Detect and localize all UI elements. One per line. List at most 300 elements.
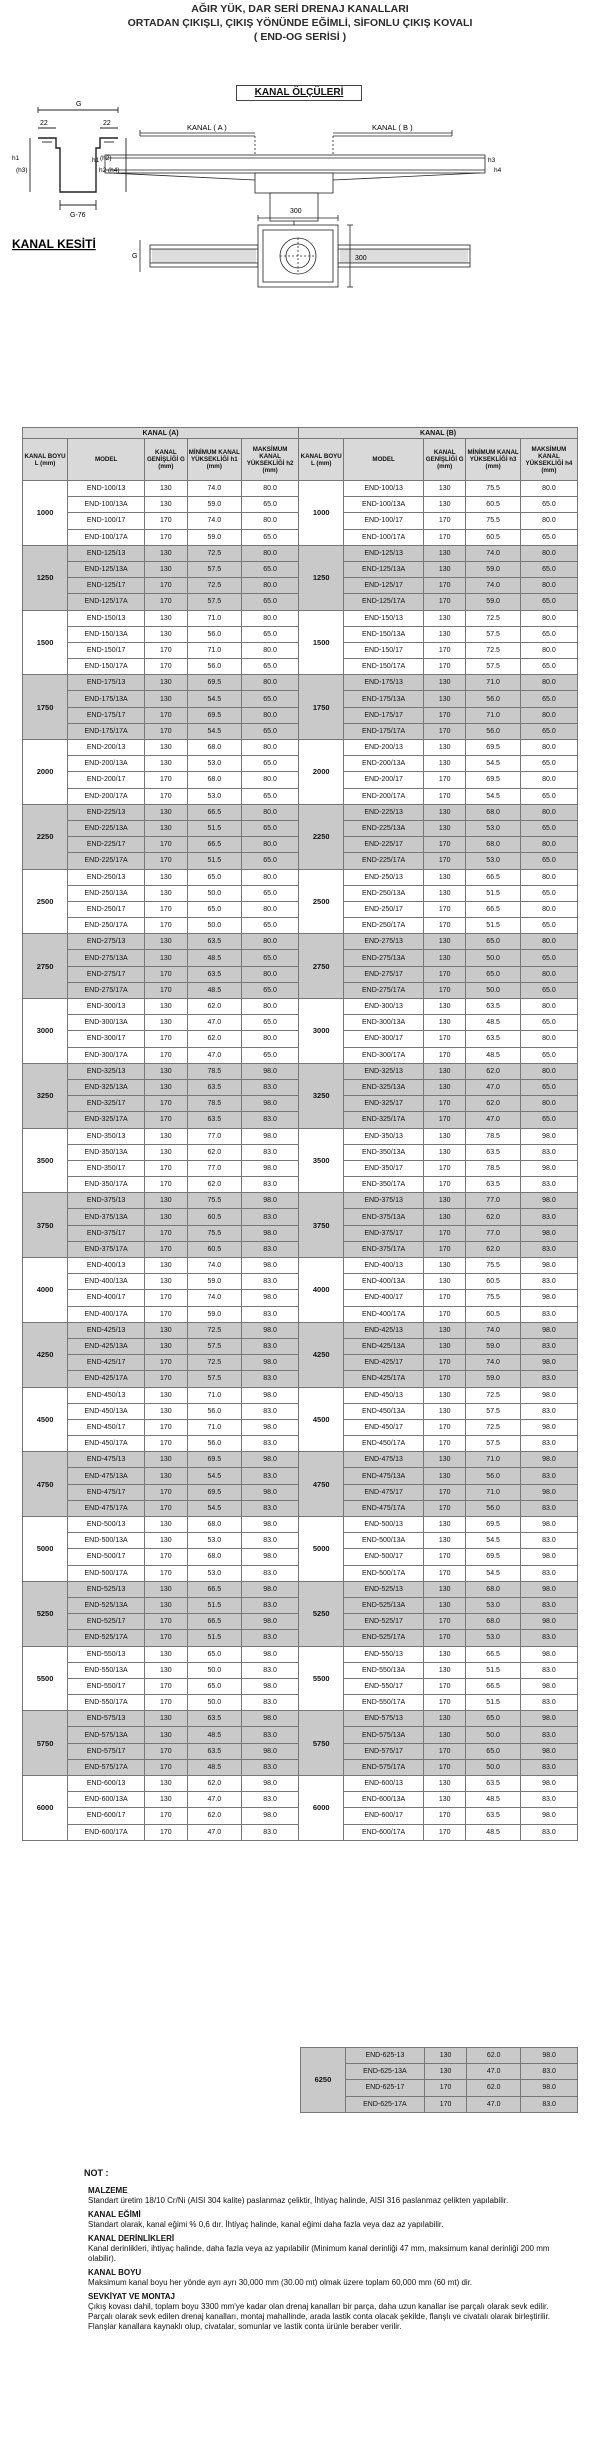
width-cell-b: 130 xyxy=(423,756,465,772)
max-height-cell-b: 98.0 xyxy=(520,1160,577,1176)
model-cell-a: END-525/17A xyxy=(68,1630,145,1646)
width-cell-a: 170 xyxy=(145,982,187,998)
min-height-cell-a: 77.0 xyxy=(187,1128,241,1144)
model-cell-a: END-200/17A xyxy=(68,788,145,804)
width-cell-b: 170 xyxy=(423,659,465,675)
model-cell-b: END-625-17A xyxy=(345,2096,424,2112)
model-cell-a: END-350/17A xyxy=(68,1177,145,1193)
max-height-cell-a: 83.0 xyxy=(242,1306,299,1322)
model-cell-b: END-225/13 xyxy=(344,804,424,820)
max-height-cell-a: 80.0 xyxy=(242,804,299,820)
model-cell-b: END-500/17 xyxy=(344,1549,424,1565)
max-height-cell-a: 65.0 xyxy=(242,561,299,577)
width-cell-b: 170 xyxy=(423,578,465,594)
width-cell-a: 130 xyxy=(145,1468,187,1484)
width-cell-b: 170 xyxy=(423,788,465,804)
width-cell-b: 170 xyxy=(423,1225,465,1241)
model-cell-b: END-450/17A xyxy=(344,1436,424,1452)
max-height-cell-b: 65.0 xyxy=(520,497,577,513)
width-cell-a: 130 xyxy=(145,1079,187,1095)
max-height-cell-a: 98.0 xyxy=(242,1452,299,1468)
min-height-cell-a: 48.5 xyxy=(187,1759,241,1775)
width-cell-a: 130 xyxy=(145,1662,187,1678)
min-height-cell-a: 72.5 xyxy=(187,1355,241,1371)
max-height-cell-b: 80.0 xyxy=(520,772,577,788)
max-height-cell-b: 80.0 xyxy=(520,934,577,950)
model-cell-a: END-350/13 xyxy=(68,1128,145,1144)
min-height-cell-a: 72.5 xyxy=(187,1322,241,1338)
length-cell-a: 4500 xyxy=(23,1387,68,1452)
title-line-3: ( END-OG SERİSİ ) xyxy=(253,31,347,43)
max-height-cell-b: 65.0 xyxy=(520,626,577,642)
model-cell-a: END-250/17 xyxy=(68,901,145,917)
max-height-cell-b: 98.0 xyxy=(520,1776,577,1792)
length-cell-a: 3250 xyxy=(23,1063,68,1128)
label-h3-side: h3 xyxy=(488,157,496,164)
max-height-cell-a: 98.0 xyxy=(242,1193,299,1209)
table-row xyxy=(23,610,578,626)
width-cell-b: 170 xyxy=(423,1047,465,1063)
width-cell-b: 130 xyxy=(423,1776,465,1792)
model-cell-b: END-125/13 xyxy=(344,545,424,561)
model-cell-b: END-150/17 xyxy=(344,642,424,658)
width-cell-b: 170 xyxy=(423,513,465,529)
model-cell-b: END-400/13A xyxy=(344,1274,424,1290)
min-height-cell-a: 69.5 xyxy=(187,707,241,723)
width-cell-b: 170 xyxy=(423,1177,465,1193)
width-cell-b: 130 xyxy=(423,497,465,513)
model-cell-a: END-575/17A xyxy=(68,1759,145,1775)
model-cell-a: END-375/17 xyxy=(68,1225,145,1241)
width-cell-a: 130 xyxy=(145,1258,187,1274)
technical-drawing xyxy=(0,100,600,410)
max-height-cell-b: 83.0 xyxy=(521,2064,578,2080)
model-cell-a: END-500/17A xyxy=(68,1565,145,1581)
max-height-cell-b: 80.0 xyxy=(520,804,577,820)
min-height-cell-b: 69.5 xyxy=(466,772,520,788)
note-heading: SEVKİYAT VE MONTAJ xyxy=(88,2292,175,2301)
width-cell-b: 170 xyxy=(423,594,465,610)
model-cell-b: END-175/13 xyxy=(344,675,424,691)
min-height-cell-b: 74.0 xyxy=(466,1355,520,1371)
model-cell-b: END-425/17A xyxy=(344,1371,424,1387)
length-cell-b: 1500 xyxy=(299,610,344,675)
model-cell-b: END-625-13 xyxy=(345,2048,424,2064)
width-cell-b: 130 xyxy=(423,1015,465,1031)
min-height-cell-a: 71.0 xyxy=(187,1419,241,1435)
width-cell-b: 170 xyxy=(423,1630,465,1646)
width-cell-b: 130 xyxy=(423,1533,465,1549)
width-cell-a: 170 xyxy=(145,1306,187,1322)
width-cell-b: 130 xyxy=(423,561,465,577)
model-cell-a: END-450/17A xyxy=(68,1436,145,1452)
max-height-cell-b: 98.0 xyxy=(521,2080,578,2096)
min-height-cell-b: 48.5 xyxy=(466,1047,520,1063)
width-cell-b: 170 xyxy=(423,1241,465,1257)
model-cell-a: END-450/17 xyxy=(68,1419,145,1435)
header-width-a: KANAL GENİŞLİĞİ G (mm) xyxy=(145,439,187,481)
model-cell-b: END-350/13 xyxy=(344,1128,424,1144)
width-cell-a: 130 xyxy=(145,1015,187,1031)
model-cell-b: END-225/17 xyxy=(344,837,424,853)
width-cell-b: 170 xyxy=(423,1031,465,1047)
model-cell-a: END-350/17 xyxy=(68,1160,145,1176)
min-height-cell-b: 66.5 xyxy=(466,1646,520,1662)
width-cell-b: 130 xyxy=(423,545,465,561)
max-height-cell-a: 65.0 xyxy=(242,950,299,966)
max-height-cell-a: 98.0 xyxy=(242,1063,299,1079)
width-cell-a: 130 xyxy=(145,869,187,885)
document-title xyxy=(0,0,600,44)
min-height-cell-b: 56.0 xyxy=(466,1468,520,1484)
min-height-cell-b: 75.5 xyxy=(466,1290,520,1306)
model-cell-b: END-375/17A xyxy=(344,1241,424,1257)
model-cell-a: END-475/17A xyxy=(68,1500,145,1516)
table-row xyxy=(23,1776,578,1792)
model-cell-a: END-150/13 xyxy=(68,610,145,626)
min-height-cell-a: 47.0 xyxy=(187,1824,241,1840)
length-cell-b: 6000 xyxy=(299,1776,344,1841)
model-cell-a: END-225/13A xyxy=(68,820,145,836)
model-cell-a: END-250/13A xyxy=(68,885,145,901)
width-cell-a: 130 xyxy=(145,1322,187,1338)
min-height-cell-b: 62.0 xyxy=(466,1209,520,1225)
model-cell-b: END-475/17 xyxy=(344,1484,424,1500)
min-height-cell-a: 68.0 xyxy=(187,1549,241,1565)
model-cell-b: END-325/13 xyxy=(344,1063,424,1079)
length-cell-b: 2000 xyxy=(299,740,344,805)
model-cell-b: END-250/13A xyxy=(344,885,424,901)
max-height-cell-b: 83.0 xyxy=(520,1792,577,1808)
model-cell-a: END-125/17 xyxy=(68,578,145,594)
max-height-cell-a: 83.0 xyxy=(242,1144,299,1160)
min-height-cell-a: 62.0 xyxy=(187,1808,241,1824)
min-height-cell-b: 69.5 xyxy=(466,1549,520,1565)
max-height-cell-b: 98.0 xyxy=(520,1743,577,1759)
length-cell-b: 5750 xyxy=(299,1711,344,1776)
min-height-cell-a: 59.0 xyxy=(187,529,241,545)
max-height-cell-a: 80.0 xyxy=(242,869,299,885)
model-cell-a: END-575/13 xyxy=(68,1711,145,1727)
min-height-cell-b: 75.5 xyxy=(466,1258,520,1274)
max-height-cell-b: 80.0 xyxy=(520,610,577,626)
max-height-cell-a: 98.0 xyxy=(242,1484,299,1500)
max-height-cell-a: 98.0 xyxy=(242,1711,299,1727)
width-cell-a: 170 xyxy=(145,578,187,594)
min-height-cell-a: 68.0 xyxy=(187,740,241,756)
model-cell-b: END-225/13A xyxy=(344,820,424,836)
max-height-cell-a: 98.0 xyxy=(242,1355,299,1371)
min-height-cell-b: 47.0 xyxy=(466,1079,520,1095)
min-height-cell-b: 71.0 xyxy=(466,1452,520,1468)
model-cell-a: END-325/17A xyxy=(68,1112,145,1128)
model-cell-b: END-425/13 xyxy=(344,1322,424,1338)
min-height-cell-a: 59.0 xyxy=(187,1274,241,1290)
max-height-cell-b: 83.0 xyxy=(520,1597,577,1613)
width-cell-a: 170 xyxy=(145,1177,187,1193)
min-height-cell-a: 65.0 xyxy=(187,901,241,917)
model-cell-a: END-300/13A xyxy=(68,1015,145,1031)
model-cell-b: END-300/13A xyxy=(344,1015,424,1031)
max-height-cell-a: 83.0 xyxy=(242,1338,299,1354)
header-model-a: MODEL xyxy=(68,439,145,481)
model-cell-a: END-425/13 xyxy=(68,1322,145,1338)
min-height-cell-a: 50.0 xyxy=(187,918,241,934)
width-cell-b: 130 xyxy=(423,869,465,885)
width-cell-a: 170 xyxy=(145,1824,187,1840)
max-height-cell-b: 65.0 xyxy=(520,788,577,804)
header-length-a: KANAL BOYU L (mm) xyxy=(23,439,68,481)
width-cell-a: 130 xyxy=(145,1792,187,1808)
width-cell-a: 130 xyxy=(145,1193,187,1209)
max-height-cell-b: 65.0 xyxy=(520,982,577,998)
max-height-cell-a: 98.0 xyxy=(242,1225,299,1241)
width-cell-a: 170 xyxy=(145,772,187,788)
header-max-a: MAKSİMUM KANAL YÜKSEKLİĞİ h2 (mm) xyxy=(242,439,299,481)
max-height-cell-a: 80.0 xyxy=(242,934,299,950)
model-cell-b: END-450/13 xyxy=(344,1387,424,1403)
min-height-cell-a: 75.5 xyxy=(187,1193,241,1209)
min-height-cell-a: 51.5 xyxy=(187,1630,241,1646)
max-height-cell-a: 80.0 xyxy=(242,966,299,982)
max-height-cell-b: 98.0 xyxy=(520,1419,577,1435)
min-height-cell-a: 51.5 xyxy=(187,1597,241,1613)
width-cell-a: 170 xyxy=(145,1614,187,1630)
width-cell-a: 170 xyxy=(145,788,187,804)
length-cell-b: 5250 xyxy=(299,1581,344,1646)
width-cell-a: 170 xyxy=(145,1565,187,1581)
width-cell-b: 170 xyxy=(423,1436,465,1452)
width-cell-b: 130 xyxy=(423,1193,465,1209)
width-cell-a: 170 xyxy=(145,513,187,529)
width-cell-a: 170 xyxy=(145,1808,187,1824)
model-cell-b: END-500/13A xyxy=(344,1533,424,1549)
model-cell-b: END-550/17A xyxy=(344,1695,424,1711)
model-cell-b: END-325/17A xyxy=(344,1112,424,1128)
min-height-cell-b: 78.5 xyxy=(466,1128,520,1144)
width-cell-b: 170 xyxy=(423,1500,465,1516)
max-height-cell-a: 98.0 xyxy=(242,1678,299,1694)
model-cell-b: END-300/13 xyxy=(344,999,424,1015)
table-row xyxy=(23,934,578,950)
width-cell-a: 130 xyxy=(145,950,187,966)
width-cell-b: 130 xyxy=(423,1274,465,1290)
model-cell-b: END-625-17 xyxy=(345,2080,424,2096)
max-height-cell-b: 80.0 xyxy=(520,481,577,497)
min-height-cell-a: 65.0 xyxy=(187,1646,241,1662)
max-height-cell-b: 83.0 xyxy=(520,1241,577,1257)
label-dim-300-side: 300 xyxy=(355,255,367,262)
min-height-cell-b: 69.5 xyxy=(466,1517,520,1533)
max-height-cell-b: 80.0 xyxy=(520,1031,577,1047)
max-height-cell-a: 80.0 xyxy=(242,999,299,1015)
spec-table xyxy=(22,427,578,1841)
min-height-cell-a: 63.5 xyxy=(187,966,241,982)
model-cell-a: END-500/17 xyxy=(68,1549,145,1565)
length-cell-b: 3750 xyxy=(299,1193,344,1258)
width-cell-b: 130 xyxy=(423,1403,465,1419)
width-cell-a: 170 xyxy=(145,1484,187,1500)
label-h2-side: h2 xyxy=(99,167,107,174)
min-height-cell-a: 63.5 xyxy=(187,1079,241,1095)
width-cell-b: 130 xyxy=(423,1597,465,1613)
width-cell-a: 130 xyxy=(145,1209,187,1225)
width-cell-a: 170 xyxy=(145,1096,187,1112)
model-cell-a: END-475/13 xyxy=(68,1452,145,1468)
min-height-cell-a: 56.0 xyxy=(187,626,241,642)
model-cell-b: END-100/13 xyxy=(344,481,424,497)
min-height-cell-a: 69.5 xyxy=(187,675,241,691)
length-cell-a: 6000 xyxy=(23,1776,68,1841)
model-cell-a: END-600/17 xyxy=(68,1808,145,1824)
model-cell-a: END-250/13 xyxy=(68,869,145,885)
max-height-cell-b: 80.0 xyxy=(520,675,577,691)
min-height-cell-b: 69.5 xyxy=(466,740,520,756)
min-height-cell-a: 66.5 xyxy=(187,1614,241,1630)
width-cell-b: 170 xyxy=(423,901,465,917)
min-height-cell-a: 72.5 xyxy=(187,578,241,594)
max-height-cell-b: 80.0 xyxy=(520,513,577,529)
min-height-cell-a: 66.5 xyxy=(187,804,241,820)
max-height-cell-a: 65.0 xyxy=(242,1015,299,1031)
model-cell-b: END-250/17 xyxy=(344,901,424,917)
min-height-cell-a: 53.0 xyxy=(187,1565,241,1581)
min-height-cell-a: 60.5 xyxy=(187,1209,241,1225)
table-row xyxy=(23,1646,578,1662)
width-cell-a: 170 xyxy=(145,1031,187,1047)
min-height-cell-a: 56.0 xyxy=(187,1436,241,1452)
length-cell-a: 1000 xyxy=(23,481,68,546)
length-cell-b: 4250 xyxy=(299,1322,344,1387)
model-cell-b: END-400/13 xyxy=(344,1258,424,1274)
length-cell-a: 5500 xyxy=(23,1646,68,1711)
min-height-cell-b: 53.0 xyxy=(466,853,520,869)
table-row xyxy=(23,1517,578,1533)
max-height-cell-b: 83.0 xyxy=(520,1436,577,1452)
width-cell-a: 170 xyxy=(145,594,187,610)
min-height-cell-b: 63.5 xyxy=(466,1144,520,1160)
min-height-cell-b: 72.5 xyxy=(466,610,520,626)
model-cell-b: END-450/13A xyxy=(344,1403,424,1419)
model-cell-b: END-450/17 xyxy=(344,1419,424,1435)
width-cell-b: 170 xyxy=(424,2096,466,2112)
max-height-cell-b: 80.0 xyxy=(520,642,577,658)
max-height-cell-a: 65.0 xyxy=(242,788,299,804)
width-cell-b: 130 xyxy=(423,610,465,626)
max-height-cell-a: 65.0 xyxy=(242,691,299,707)
max-height-cell-a: 98.0 xyxy=(242,1258,299,1274)
width-cell-a: 130 xyxy=(145,481,187,497)
note-text: Standart olarak, kanal eğimi % 0,6 dır. İhtiyaç halinde, kanal eğimi daha fazla veya daz az yapılabilir. xyxy=(88,2220,444,2229)
table-row xyxy=(301,2048,578,2064)
max-height-cell-a: 65.0 xyxy=(242,982,299,998)
width-cell-b: 130 xyxy=(423,1338,465,1354)
max-height-cell-b: 98.0 xyxy=(520,1484,577,1500)
length-cell-b: 4000 xyxy=(299,1258,344,1323)
model-cell-a: END-400/13A xyxy=(68,1274,145,1290)
model-cell-a: END-600/13 xyxy=(68,1776,145,1792)
model-cell-a: END-350/13A xyxy=(68,1144,145,1160)
max-height-cell-a: 83.0 xyxy=(242,1695,299,1711)
width-cell-b: 170 xyxy=(423,853,465,869)
max-height-cell-a: 98.0 xyxy=(242,1743,299,1759)
width-cell-a: 170 xyxy=(145,1500,187,1516)
width-cell-b: 170 xyxy=(423,1096,465,1112)
width-cell-b: 170 xyxy=(423,1759,465,1775)
table-row xyxy=(23,1322,578,1338)
table-row xyxy=(23,1711,578,1727)
min-height-cell-b: 75.5 xyxy=(466,513,520,529)
width-cell-a: 170 xyxy=(145,659,187,675)
max-height-cell-b: 65.0 xyxy=(520,756,577,772)
min-height-cell-b: 51.5 xyxy=(466,885,520,901)
max-height-cell-b: 83.0 xyxy=(520,1209,577,1225)
min-height-cell-b: 72.5 xyxy=(466,1419,520,1435)
model-cell-b: END-350/17 xyxy=(344,1160,424,1176)
table-row xyxy=(23,804,578,820)
model-cell-b: END-525/13A xyxy=(344,1597,424,1613)
max-height-cell-a: 65.0 xyxy=(242,723,299,739)
model-cell-b: END-100/17A xyxy=(344,529,424,545)
width-cell-b: 170 xyxy=(423,1355,465,1371)
width-cell-b: 170 xyxy=(423,1290,465,1306)
min-height-cell-b: 63.5 xyxy=(466,999,520,1015)
model-cell-b: END-200/13A xyxy=(344,756,424,772)
max-height-cell-b: 65.0 xyxy=(520,950,577,966)
model-cell-b: END-375/17 xyxy=(344,1225,424,1241)
max-height-cell-a: 98.0 xyxy=(242,1419,299,1435)
model-cell-b: END-125/13A xyxy=(344,561,424,577)
model-cell-a: END-125/17A xyxy=(68,594,145,610)
width-cell-b: 130 xyxy=(423,626,465,642)
model-cell-b: END-600/17 xyxy=(344,1808,424,1824)
max-height-cell-b: 80.0 xyxy=(520,545,577,561)
model-cell-a: END-100/13 xyxy=(68,481,145,497)
min-height-cell-a: 54.5 xyxy=(187,723,241,739)
header-model-b: MODEL xyxy=(344,439,424,481)
model-cell-b: END-475/17A xyxy=(344,1500,424,1516)
model-cell-a: END-150/17 xyxy=(68,642,145,658)
width-cell-b: 130 xyxy=(423,934,465,950)
notes-section xyxy=(84,2168,568,2332)
model-cell-b: END-250/13 xyxy=(344,869,424,885)
max-height-cell-b: 80.0 xyxy=(520,837,577,853)
min-height-cell-b: 59.0 xyxy=(466,1338,520,1354)
min-height-cell-b: 77.0 xyxy=(466,1225,520,1241)
note-heading: MALZEME xyxy=(88,2186,128,2195)
width-cell-b: 130 xyxy=(423,481,465,497)
min-height-cell-a: 74.0 xyxy=(187,1290,241,1306)
header-width-b: KANAL GENİŞLİĞİ G (mm) xyxy=(423,439,465,481)
max-height-cell-b: 65.0 xyxy=(520,1079,577,1095)
min-height-cell-a: 53.0 xyxy=(187,788,241,804)
model-cell-a: END-375/17A xyxy=(68,1241,145,1257)
max-height-cell-a: 83.0 xyxy=(242,1241,299,1257)
max-height-cell-b: 98.0 xyxy=(520,1128,577,1144)
model-cell-a: END-175/17A xyxy=(68,723,145,739)
model-cell-b: END-425/13A xyxy=(344,1338,424,1354)
model-cell-b: END-150/17A xyxy=(344,659,424,675)
model-cell-a: END-250/17A xyxy=(68,918,145,934)
length-cell-a: 4250 xyxy=(23,1322,68,1387)
max-height-cell-a: 65.0 xyxy=(242,1047,299,1063)
model-cell-a: END-525/17 xyxy=(68,1614,145,1630)
model-cell-a: END-200/13 xyxy=(68,740,145,756)
model-cell-b: END-150/13A xyxy=(344,626,424,642)
max-height-cell-b: 98.0 xyxy=(520,1549,577,1565)
width-cell-b: 170 xyxy=(423,982,465,998)
max-height-cell-b: 98.0 xyxy=(520,1225,577,1241)
